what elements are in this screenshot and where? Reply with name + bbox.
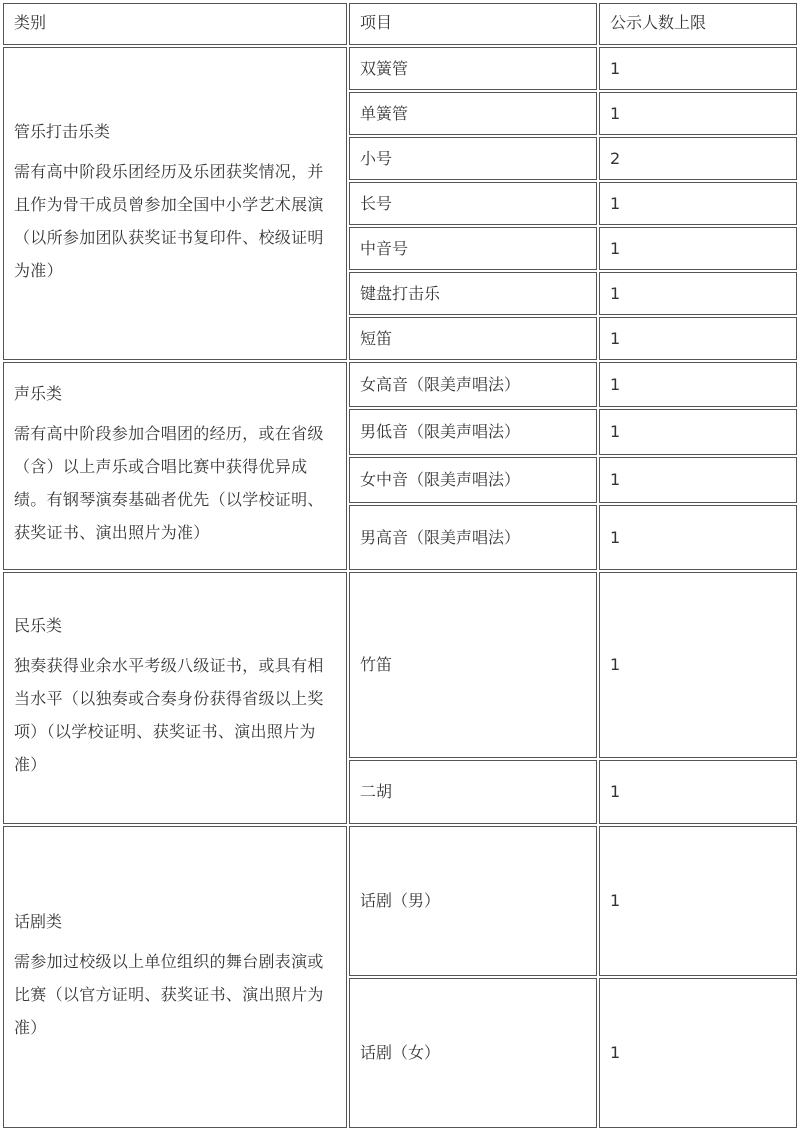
item-label: 键盘打击乐 bbox=[360, 283, 441, 303]
category-cell-vocal bbox=[3, 362, 347, 570]
header-category-label: 类别 bbox=[14, 13, 47, 32]
item-cell bbox=[349, 409, 597, 455]
category-name: 话剧类 bbox=[14, 911, 63, 931]
limit-cell bbox=[599, 317, 797, 360]
category-desc: 独奏获得业余水平考级八级证书，或具有相当水平（以独奏或合奏身份获得省级以上奖项）（以学校证明、获奖证书、演出照片为准） bbox=[14, 656, 324, 774]
limit-value: 1 bbox=[610, 103, 621, 123]
limit-cell bbox=[599, 272, 797, 315]
limit-value: 1 bbox=[610, 782, 621, 801]
limit-value: 1 bbox=[610, 891, 621, 910]
item-label: 二胡 bbox=[360, 782, 393, 801]
item-cell bbox=[349, 137, 597, 180]
item-label: 小号 bbox=[360, 148, 393, 168]
limit-value: 1 bbox=[610, 328, 621, 348]
item-cell bbox=[349, 92, 597, 135]
item-label: 话剧（女） bbox=[360, 1043, 441, 1062]
category-cell-folk bbox=[3, 572, 347, 824]
item-cell bbox=[349, 227, 597, 270]
limit-cell bbox=[599, 47, 797, 90]
item-label: 短笛 bbox=[360, 328, 393, 348]
item-label: 女高音（限美声唱法） bbox=[360, 374, 521, 394]
limit-value: 1 bbox=[610, 193, 621, 213]
item-label: 男高音（限美声唱法） bbox=[360, 527, 521, 547]
limit-value: 1 bbox=[610, 470, 621, 489]
limit-value: 1 bbox=[610, 374, 621, 394]
item-cell bbox=[349, 505, 597, 570]
category-name: 管乐打击乐类 bbox=[14, 121, 111, 141]
limit-cell bbox=[599, 978, 797, 1128]
category-name: 民乐类 bbox=[14, 616, 63, 635]
item-label: 双簧管 bbox=[360, 58, 409, 78]
limit-cell bbox=[599, 92, 797, 135]
limit-cell bbox=[599, 227, 797, 270]
limit-cell bbox=[599, 457, 797, 503]
limit-value: 2 bbox=[610, 148, 621, 168]
limit-value: 1 bbox=[610, 283, 621, 303]
item-cell bbox=[349, 362, 597, 407]
category-desc: 需有高中阶段乐团经历及乐团获奖情况，并且作为骨干成员曾参加全国中小学艺术展演（以所参加团队获奖证书复印件、校级证明为准） bbox=[14, 161, 324, 280]
limit-cell bbox=[599, 137, 797, 180]
item-cell bbox=[349, 457, 597, 503]
header-item-label: 项目 bbox=[360, 13, 393, 32]
limit-cell bbox=[599, 760, 797, 824]
limit-cell bbox=[599, 505, 797, 570]
item-cell bbox=[349, 760, 597, 824]
category-desc: 需有高中阶段参加合唱团的经历，或在省级（含）以上声乐或合唱比赛中获得优异成绩。有钢琴演奏基础者优先（以学校证明、获奖证书、演出照片为准） bbox=[14, 424, 324, 542]
category-cell-drama bbox=[3, 826, 347, 1128]
limit-cell bbox=[599, 826, 797, 976]
item-label: 话剧（男） bbox=[360, 891, 441, 910]
header-item bbox=[349, 3, 597, 45]
limit-cell bbox=[599, 409, 797, 455]
header-category bbox=[3, 3, 347, 45]
item-label: 男低音（限美声唱法） bbox=[360, 422, 521, 441]
limit-cell bbox=[599, 182, 797, 225]
limit-value: 1 bbox=[610, 422, 621, 441]
item-cell bbox=[349, 47, 597, 90]
item-cell bbox=[349, 826, 597, 976]
item-label: 竹笛 bbox=[360, 655, 393, 674]
limit-value: 1 bbox=[610, 655, 621, 674]
item-label: 长号 bbox=[360, 193, 393, 213]
category-name: 声乐类 bbox=[14, 384, 63, 403]
header-limit-label: 公示人数上限 bbox=[610, 13, 707, 32]
category-cell-winds bbox=[3, 47, 347, 360]
limit-value: 1 bbox=[610, 1043, 621, 1062]
item-cell bbox=[349, 272, 597, 315]
item-cell bbox=[349, 182, 597, 225]
category-desc: 需参加过校级以上单位组织的舞台剧表演或比赛（以官方证明、获奖证书、演出照片为准） bbox=[14, 951, 324, 1037]
limit-value: 1 bbox=[610, 58, 621, 78]
item-cell bbox=[349, 572, 597, 758]
limit-value: 1 bbox=[610, 238, 621, 258]
item-cell bbox=[349, 317, 597, 360]
item-label: 女中音（限美声唱法） bbox=[360, 470, 521, 489]
limit-value: 1 bbox=[610, 527, 621, 547]
item-cell bbox=[349, 978, 597, 1128]
header-limit bbox=[599, 3, 797, 45]
limit-cell bbox=[599, 572, 797, 758]
limit-cell bbox=[599, 362, 797, 407]
item-label: 中音号 bbox=[360, 238, 409, 258]
item-label: 单簧管 bbox=[360, 103, 409, 123]
